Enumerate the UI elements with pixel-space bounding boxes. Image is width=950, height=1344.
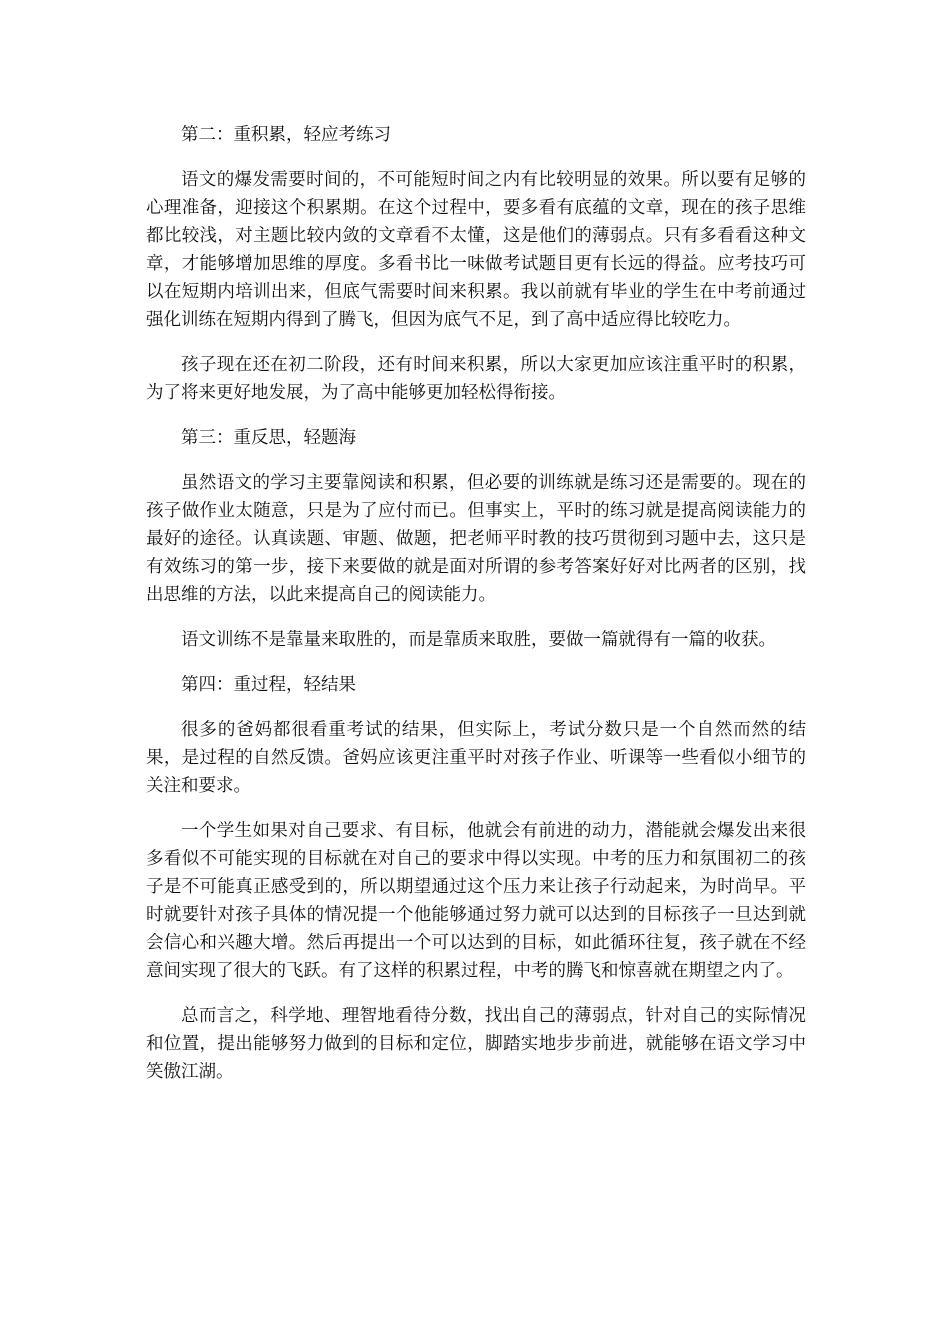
paragraph: 虽然语文的学习主要靠阅读和积累，但必要的训练就是练习还是需要的。现在的孩子做作业太随意，只是为了应付而已。但事实上，平时的练习就是提高阅读能力的最好的途径。认真读题、审题、做题，把老师平时教的技巧贯彻到习题中去，这只是有效练习的第一步，接下来要做的就是面对所谓的参考答案好好对比两者的区别，找出思维的方法，以此来提高自己的阅读能力。	[146, 473, 806, 605]
paragraph: 孩子现在还在初二阶段，还有时间来积累，所以大家更加应该注重平时的积累，为了将来更好地发展，为了高中能够更加轻松得衔接。	[146, 355, 806, 403]
paragraph: 语文的爆发需要时间的，不可能短时间之内有比较明显的效果。所以要有足够的心理准备，迎接这个积累期。在这个过程中，要多看有底蕴的文章，现在的孩子思维都比较浅，对主题比较内敛的文章看不太懂，这是他们的薄弱点。只有多看看这种文章，才能够增加思维的厚度。多看书比一味做考试题目更有长远的得益。应考技巧可以在短期内培训出来，但底气需要时间来积累。我以前就有毕业的学生在中考前通过强化训练在短期内得到了腾飞，但因为底气不足，到了高中适应得比较吃力。	[146, 170, 806, 330]
section-heading-3: 第三：重反思，轻题海	[181, 428, 356, 448]
paragraph: 总而言之，科学地、理智地看待分数，找出自己的薄弱点，针对自己的实际情况和位置，提出能够努力做到的目标和定位，脚踏实地步步前进，就能够在语文学习中笑傲江湖。	[146, 1006, 806, 1082]
paragraph: 一个学生如果对自己要求、有目标，他就会有前进的动力，潜能就会爆发出来很多看似不可能实现的目标就在对自己的要求中得以实现。中考的压力和氛围初二的孩子是不可能真正感受到的，所以期望通过这个压力来让孩子行动起来，为时尚早。平时就要针对孩子具体的情况提一个他能够通过努力就可以达到的目标孩子一旦达到就会信心和兴趣大增。然后再提出一个可以达到的目标，如此循环往复，孩子就在不经意间实现了很大的飞跃。有了这样的积累过程，中考的腾飞和惊喜就在期望之内了。	[146, 821, 806, 981]
paragraph: 语文训练不是靠量来取胜的，而是靠质来取胜，要做一篇就得有一篇的收获。	[181, 630, 776, 650]
section-heading-2: 第二：重积累，轻应考练习	[181, 125, 391, 145]
document-page	[146, 121, 806, 1103]
section-heading-4: 第四：重过程，轻结果	[181, 675, 356, 695]
paragraph: 很多的爸妈都很看重考试的结果，但实际上，考试分数只是一个自然而然的结果，是过程的自然反馈。爸妈应该更注重平时对孩子作业、听课等一些看似小细节的关注和要求。	[146, 720, 806, 796]
